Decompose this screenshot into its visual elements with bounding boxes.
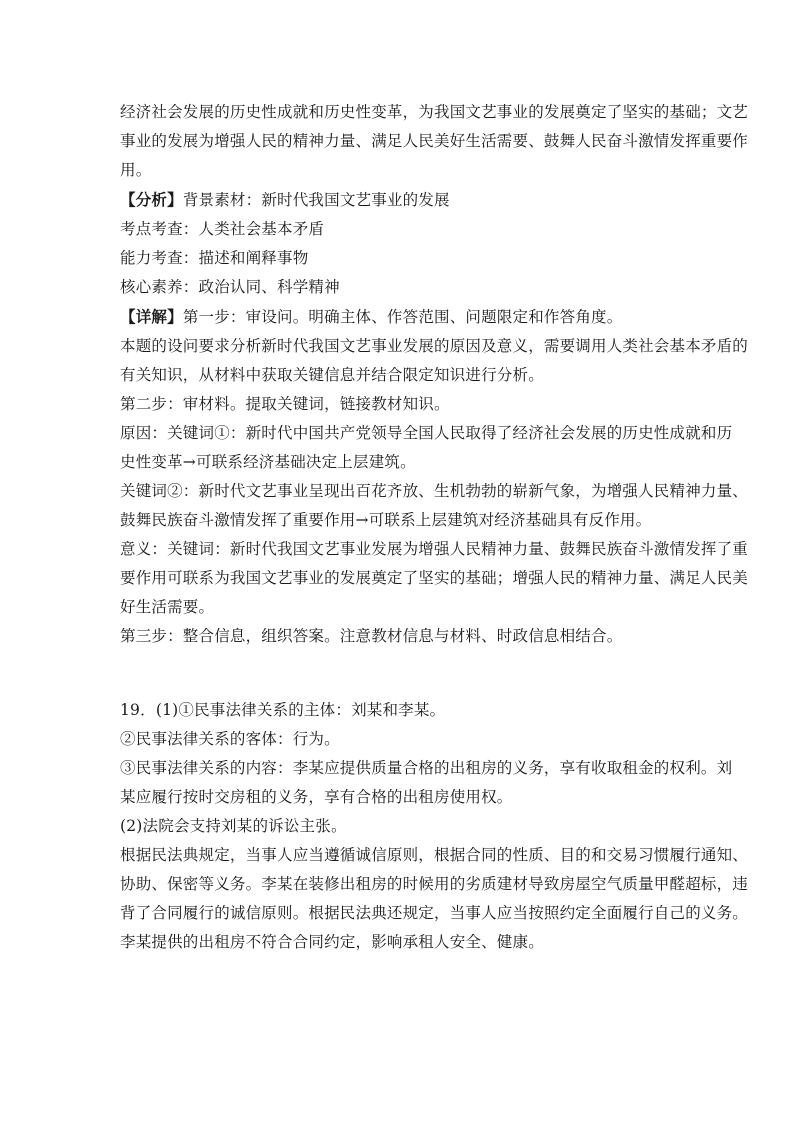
q19-line-3a: ③民事法律关系的内容：李某应提供质量合格的出租房的义务，享有收取租金的权利。刘 <box>120 759 733 777</box>
para2-line-1: 本题的设问要求分析新时代我国文艺事业发展的原因及意义，需要调用人类社会基本矛盾的 <box>120 337 749 355</box>
keyword2-line-1: 关键词②：新时代文艺事业呈现出百花齐放、生机勃勃的崭新气象，为增强人民精神力量、 <box>120 482 749 500</box>
hexin-line: 核心素养：政治认同、科学精神 <box>120 278 340 296</box>
analysis-line <box>120 185 695 215</box>
step3-line: 第三步：整合信息，组织答案。注意教材信息与材料、时政信息相结合。 <box>120 627 623 645</box>
nengli-line: 能力考查：描述和阐释事物 <box>120 249 309 267</box>
para1-line-1: 经济社会发展的历史性成就和历史性变革，为我国文艺事业的发展奠定了坚实的基础；文艺 <box>120 103 749 121</box>
q19-line-5b: 协助、保密等义务。李某在装修出租房的时候用的劣质建材导致房屋空气质量甲醛超标，违 <box>120 875 749 893</box>
analysis-text: 背景素材：新时代我国文艺事业的发展 <box>182 191 450 209</box>
q19-line-1: 19．(1)①民事法律关系的主体：刘某和李某。 <box>120 701 446 719</box>
para2-line-2: 有关知识，从材料中获取关键信息并结合限定知识进行分析。 <box>120 366 544 384</box>
q19-line-5c: 背了合同履行的诚信原则。根据民法典还规定，当事人应当按照约定全面履行自己的义务。 <box>120 904 749 922</box>
keyword2-line-2: 鼓舞民族奋斗激情发挥了重要作用→可联系上层建筑对经济基础具有反作用。 <box>120 511 652 529</box>
kaodian-line: 考点考查：人类社会基本矛盾 <box>120 220 325 238</box>
q19-line-4: (2)法院会支持刘某的诉讼主张。 <box>120 817 347 835</box>
q19-line-5d: 李某提供的出租房不符合合同约定，影响承租人安全、健康。 <box>120 933 544 951</box>
step2-line: 第二步：审材料。提取关键词，链接教材知识。 <box>120 395 450 413</box>
reason-line-1: 原因：关键词①：新时代中国共产党领导全国人民取得了经济社会发展的历史性成就和历 <box>120 424 733 442</box>
q19-line-3b: 某应履行按时交房租的义务，享有合格的出租房使用权。 <box>120 788 513 806</box>
analysis-label: 【分析】 <box>120 190 183 209</box>
para1-line-3: 用。 <box>120 161 152 179</box>
detail-text: 第一步：审设问。明确主体、作答范围、问题限定和作答角度。 <box>182 308 623 326</box>
detail-label: 【详解】 <box>120 307 183 326</box>
reason-line-2: 史性变革→可联系经济基础决定上层建筑。 <box>120 453 416 471</box>
q19-line-5a: 根据民法典规定，当事人应当遵循诚信原则，根据合同的性质、目的和交易习惯履行通知、 <box>120 846 749 864</box>
meaning-line-1: 意义：关键词：新时代我国文艺事业发展为增强人民精神力量、鼓舞民族奋斗激情发挥了重 <box>120 540 749 558</box>
section-gap <box>120 651 695 696</box>
document-page <box>120 98 749 957</box>
q19-line-2: ②民事法律关系的客体：行为。 <box>120 730 340 748</box>
para1-line-2: 事业的发展为增强人民的精神力量、满足人民美好生活需要、鼓舞人民奋斗激情发挥重要作 <box>120 132 749 150</box>
meaning-line-3: 好生活需要。 <box>120 598 215 616</box>
detail-line <box>120 302 695 332</box>
meaning-line-2: 要作用可联系为我国文艺事业的发展奠定了坚实的基础；增强人民的精神力量、满足人民美 <box>120 569 749 587</box>
